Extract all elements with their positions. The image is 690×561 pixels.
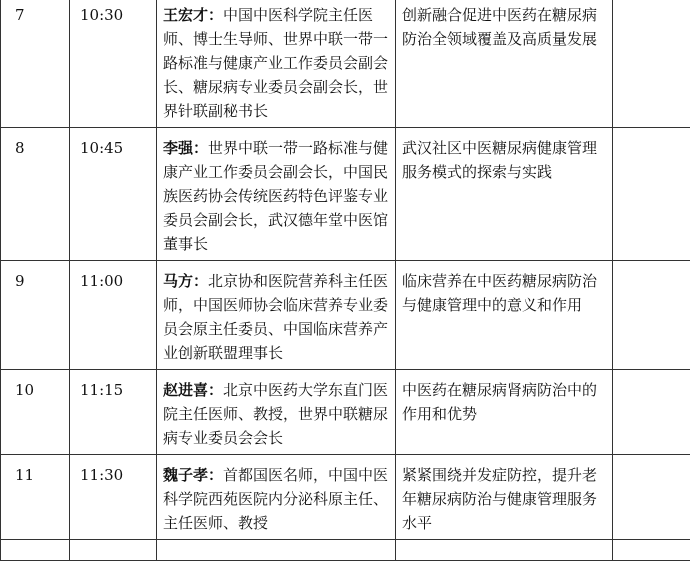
topic-text: 临床营养在中医药糖尿病防治与健康管理中的意义和作用: [396, 261, 612, 321]
topic-cell: [396, 455, 613, 540]
session-number-cell: [1, 128, 70, 261]
speaker-cell: [157, 455, 396, 540]
topic-cell: [396, 128, 613, 261]
topic-text: 紧紧围绕并发症防控，提升老年糖尿病防治与健康管理服务水平: [396, 455, 612, 539]
speaker-description: 北京中医药大学东直门医院主任医师、教授，世界中联糖尿病专业委员会会长: [163, 381, 388, 447]
table-row: [1, 0, 690, 128]
speaker-description: 首都国医名师，中国中医科学院西苑医院内分泌科原主任、主任医师、教授: [163, 466, 388, 532]
speaker-description: 北京协和医院营养科主任医师，中国医师协会临床营养专业委员会原主任委员、中国临床营养产业创新联盟理事长: [163, 272, 388, 362]
topic-cell: [396, 261, 613, 370]
session-number: 9: [1, 261, 69, 297]
speaker-cell: [157, 261, 396, 370]
speaker-description: 中国中医科学院主任医师、博士生导师、世界中联一带一路标准与健康产业工作委员会副会长、糖尿病专业委员会副会长，世界针联副秘书长: [163, 6, 388, 120]
session-number-cell: [1, 370, 70, 455]
blank-cell: [1, 540, 70, 561]
blank-cell: [613, 370, 690, 455]
session-number: 10: [1, 370, 69, 406]
session-time-cell: [70, 370, 157, 455]
blank-cell: [613, 540, 690, 561]
speaker-name: 王宏才：: [163, 6, 223, 24]
speaker-cell: [157, 370, 396, 455]
topic-cell: [396, 0, 613, 128]
session-time: 10:30: [70, 0, 156, 31]
session-time: 10:45: [70, 128, 156, 164]
topic-text: 中医药在糖尿病肾病防治中的作用和优势: [396, 370, 612, 430]
session-number: 7: [1, 0, 69, 31]
speaker-name: 马方：: [163, 272, 208, 290]
session-time: 11:00: [70, 261, 156, 297]
blank-cell: [70, 540, 157, 561]
table-row: [1, 261, 690, 370]
session-number-cell: [1, 455, 70, 540]
speaker-name: 魏子孝：: [163, 466, 223, 484]
blank-cell: [613, 128, 690, 261]
blank-cell: [613, 0, 690, 128]
topic-cell: [396, 370, 613, 455]
topic-text: 创新融合促进中医药在糖尿病防治全领域覆盖及高质量发展: [396, 0, 612, 55]
speaker-name: 李强：: [163, 139, 208, 157]
speaker-cell: [157, 0, 396, 128]
speaker-description: 世界中联一带一路标准与健康产业工作委员会副会长，中国民族医药协会传统医药特色评鉴专业委员会副会长，武汉德年堂中医馆董事长: [163, 139, 388, 253]
session-time: 11:30: [70, 455, 156, 491]
session-time-cell: [70, 455, 157, 540]
blank-cell: [396, 540, 613, 561]
session-number-cell: [1, 261, 70, 370]
session-number-cell: [1, 0, 70, 128]
speaker-cell: [157, 128, 396, 261]
topic-text: 武汉社区中医糖尿病健康管理服务模式的探索与实践: [396, 128, 612, 188]
session-number: 11: [1, 455, 69, 491]
session-time-cell: [70, 0, 157, 128]
speaker-name: 赵进喜：: [163, 381, 223, 399]
table-row: [1, 128, 690, 261]
session-number: 8: [1, 128, 69, 164]
blank-cell: [157, 540, 396, 561]
session-time: 11:15: [70, 370, 156, 406]
blank-cell: [613, 261, 690, 370]
table-row-partial: [1, 540, 690, 561]
session-time-cell: [70, 128, 157, 261]
session-time-cell: [70, 261, 157, 370]
table-row: [1, 370, 690, 455]
blank-cell: [613, 455, 690, 540]
table-row: [1, 455, 690, 540]
